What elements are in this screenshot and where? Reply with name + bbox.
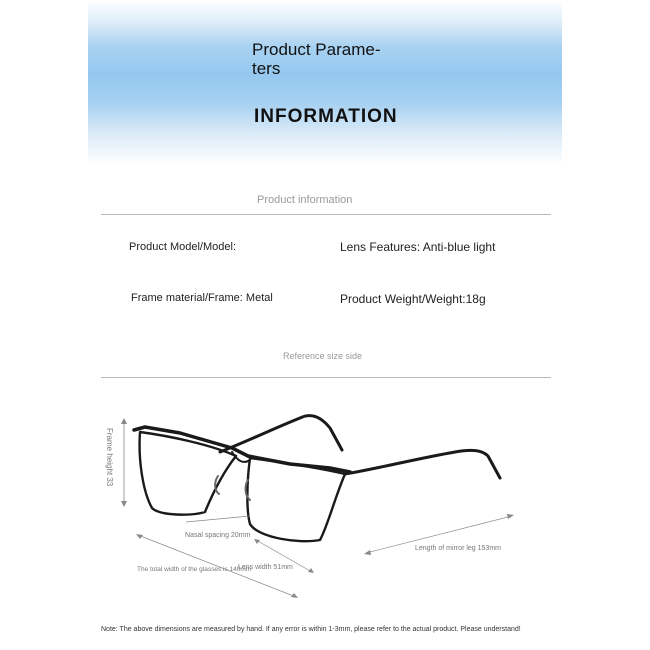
frame-height-label: Frame height 33 <box>105 428 114 487</box>
nasal-spacing-label: Nasal spacing 20mm <box>185 532 251 539</box>
measurement-note: Note: The above dimensions are measured by hand. If any error is within 1-3mm, please refer to the actual product. Please understand! <box>101 626 521 633</box>
reference-size-heading: Reference size side <box>283 351 363 361</box>
lens-features: Lens Features: Anti-blue light <box>340 240 496 254</box>
glasses-icon <box>134 416 500 542</box>
banner-title: Product Parame- ters <box>252 40 381 78</box>
total-width-label: The total width of the glasses is 140mm <box>137 566 252 573</box>
banner-subtitle: INFORMATION <box>254 106 398 127</box>
product-info-heading: Product information <box>257 194 353 206</box>
product-weight: Product Weight/Weight:18g <box>340 292 486 306</box>
leg-length-label: Length of mirror leg 153mm <box>415 545 501 552</box>
lens-width-label: Lens width 51mm <box>238 564 293 571</box>
product-model-label: Product Model/Model: <box>129 241 236 253</box>
frame-material: Frame material/Frame: Metal <box>131 292 273 304</box>
